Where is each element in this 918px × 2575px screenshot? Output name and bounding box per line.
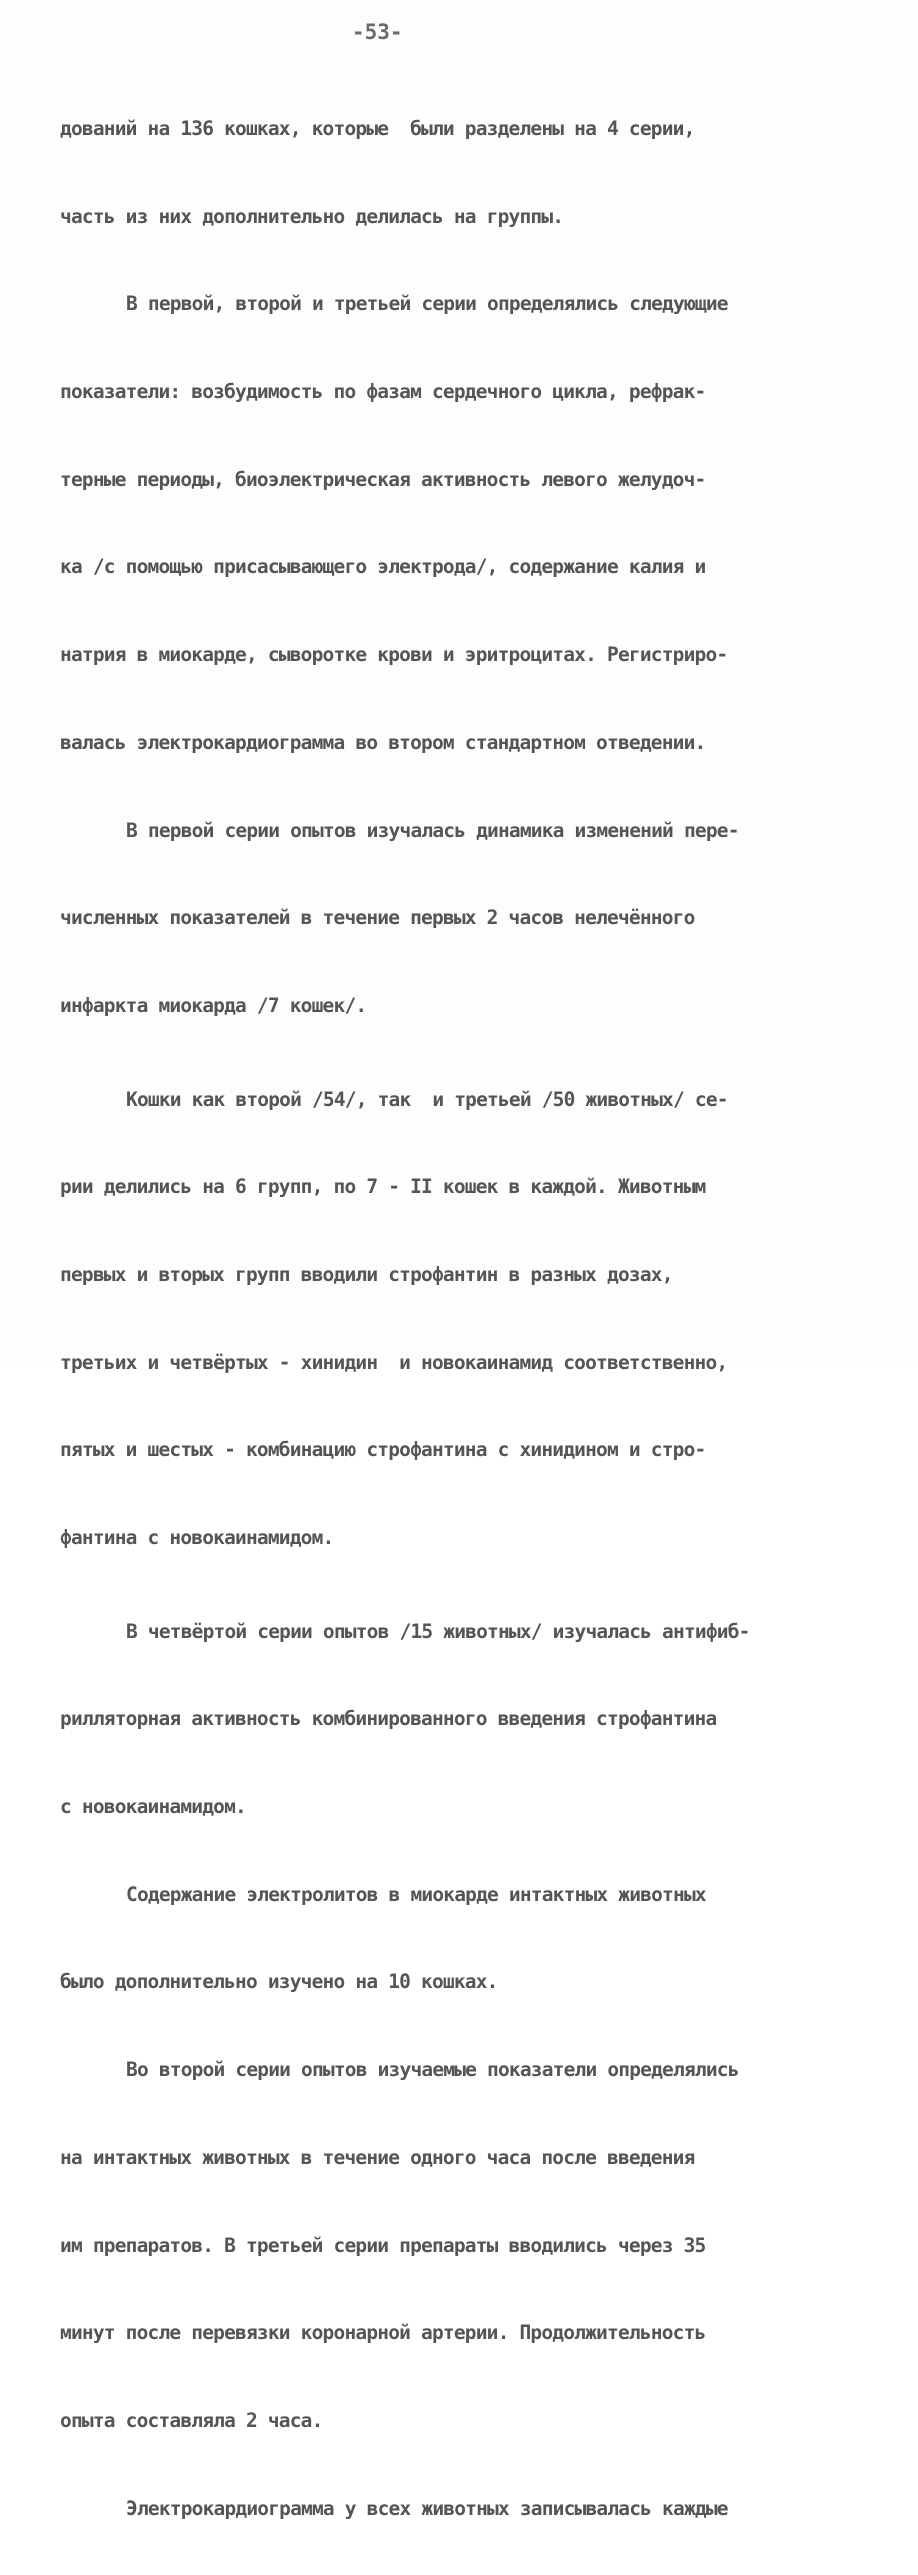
text-line: фантина с новокаинамидом. — [60, 1526, 334, 1549]
text-line: натрия в миокарде, сыворотке крови и эритроцитах. Регистриро- — [60, 643, 728, 667]
paragraph-start-line: Кошки как второй /54/, так и третьей /50 животных/ се- — [126, 1087, 728, 1111]
text-line: первых и вторых групп вводили строфантин в разных дозах, — [60, 1262, 673, 1286]
text-line: рилляторная активность комбинированного введения строфантина — [60, 1707, 717, 1731]
paragraph-start-line: В первой серии опытов изучалась динамика изменений пере- — [126, 818, 739, 842]
paragraph-start-line: Во второй серии опытов изучаемые показатели определялись — [126, 2058, 739, 2082]
paragraph-start-line: Электрокардиограмма у всех животных записывалась каждые — [126, 2496, 728, 2520]
text-line: пятых и шестых - комбинацию строфантина с хинидином и стро- — [60, 1438, 706, 1462]
body-text — [60, 62, 880, 2575]
text-line: опыта составляла 2 часа. — [60, 2408, 323, 2432]
text-line: численных показателей в течение первых 2 часов нелечённого — [60, 906, 695, 930]
text-line: показатели: возбудимость по фазам сердечного цикла, рефрак- — [60, 380, 706, 404]
text-line: инфаркта миокарда /7 кошек/. — [60, 993, 367, 1017]
paragraph-start-line: В четвёртой серии опытов /15 животных/ изучалась антифиб- — [126, 1619, 750, 1643]
text-line: рии делились на 6 групп, по 7 - II кошек в каждой. Животным — [60, 1175, 706, 1199]
paragraph-start-line: В первой, второй и третьей серии определялись следующие — [126, 292, 728, 316]
text-line: валась электрокардиограмма во втором стандартном отведении. — [60, 730, 706, 754]
text-line: было дополнительно изучено на 10 кошках. — [60, 1970, 498, 1994]
text-line: ка /с помощью присасывающего электрода/, содержание калия и — [60, 555, 706, 579]
text-line: на интактных животных в течение одного часа после введения — [60, 2145, 695, 2169]
text-line: минут после перевязки коронарной артерии. Продолжительность — [60, 2321, 706, 2345]
text-line: им препаратов. В третьей серии препараты вводились через 35 — [60, 2233, 706, 2257]
text-line: с новокаинамидом. — [60, 1795, 246, 1819]
text-line: дований на 136 кошках, которые были разделены на 4 серии, — [60, 117, 695, 140]
text-line: третьих и четвёртых - хинидин и новокаинамид соответственно, — [60, 1350, 728, 1374]
text-line: часть из них дополнительно делилась на группы. — [60, 204, 564, 228]
page-number: -53- — [352, 20, 403, 44]
text-line: терные периоды, биоэлектрическая активность левого желудоч- — [60, 467, 706, 491]
paragraph-start-line: Содержание электролитов в миокарде интактных животных — [126, 1882, 706, 1906]
